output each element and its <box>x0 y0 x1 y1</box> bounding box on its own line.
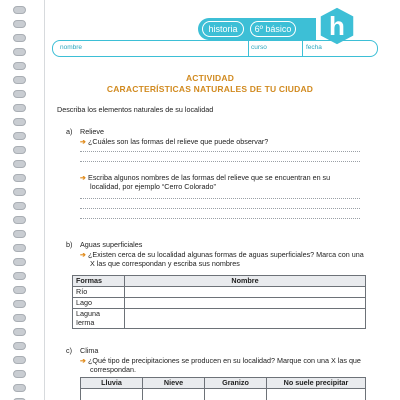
binding-margin-line <box>44 0 45 400</box>
table-cell: Río <box>73 287 125 298</box>
mark-cell[interactable] <box>205 389 267 400</box>
section-b-label: b) <box>66 240 73 249</box>
mark-cell[interactable] <box>143 389 205 400</box>
binding-ring-icon <box>13 34 26 42</box>
binding-ring-icon <box>13 258 26 266</box>
section-b-question-cont: X las que correspondan y escriba sus nombres <box>90 259 240 268</box>
binding-ring-icon <box>13 118 26 126</box>
binding-ring-icon <box>13 202 26 210</box>
answer-line[interactable] <box>80 218 360 219</box>
info-separator <box>248 41 249 56</box>
section-a-heading: Relieve <box>80 127 104 136</box>
activity-subtitle: CARACTERÍSTICAS NATURALES DE TU CIUDAD <box>106 84 314 94</box>
binding-ring-icon <box>13 370 26 378</box>
section-a-q2-cont: localidad, por ejemplo “Cerro Colorado” <box>90 182 216 191</box>
binding-ring-icon <box>13 174 26 182</box>
grade-pill: 6º básico <box>250 21 296 37</box>
binding-ring-icon <box>13 48 26 56</box>
answer-line[interactable] <box>80 151 360 152</box>
table-header: Nombre <box>125 276 366 287</box>
binding-ring-icon <box>13 272 26 280</box>
binding-ring-icon <box>13 356 26 364</box>
mark-cell[interactable] <box>267 389 366 400</box>
instruction-text: Describa los elementos naturales de su localidad <box>57 105 214 114</box>
section-c-question: ➔ ¿Qué tipo de precipitaciones se producen en su localidad? Marque con una X las que <box>80 356 361 365</box>
arrow-icon: ➔ <box>80 356 87 365</box>
binding-ring-icon <box>13 188 26 196</box>
binding-ring-icon <box>13 314 26 322</box>
binding-ring-icon <box>13 342 26 350</box>
binding-ring-icon <box>13 62 26 70</box>
activity-title: ACTIVIDAD <box>185 73 235 83</box>
table-row <box>73 309 366 329</box>
binding-ring-icon <box>13 328 26 336</box>
name-input-cell[interactable] <box>125 309 366 329</box>
section-a-q1: ➔ ¿Cuáles son las formas del relieve que puede observar? <box>80 137 269 146</box>
section-b-question: ➔ ¿Existen cerca de su localidad algunas formas de aguas superficiales? Marca con una <box>80 250 364 259</box>
climate-table <box>80 377 366 400</box>
section-c-question-cont: correspondan. <box>90 365 136 374</box>
table-cell: Lago <box>73 298 125 309</box>
date-label: fecha <box>306 44 322 51</box>
table-row <box>81 389 366 400</box>
subject-pill: historia <box>202 21 244 37</box>
binding-ring-icon <box>13 300 26 308</box>
name-input-cell[interactable] <box>125 298 366 309</box>
info-separator <box>302 41 303 56</box>
section-c-label: c) <box>66 346 72 355</box>
notebook-binding <box>0 0 40 400</box>
arrow-icon: ➔ <box>80 137 87 146</box>
mark-cell[interactable] <box>81 389 143 400</box>
binding-ring-icon <box>13 160 26 168</box>
answer-line[interactable] <box>80 208 360 209</box>
table-row <box>73 298 366 309</box>
binding-ring-icon <box>13 104 26 112</box>
binding-ring-icon <box>13 146 26 154</box>
table-row <box>73 287 366 298</box>
name-label: nombre <box>60 44 83 51</box>
course-label: curso <box>251 44 267 51</box>
section-a-label: a) <box>66 127 73 136</box>
section-a-q2: ➔ Escriba algunos nombres de las formas del relieve que se encuentran en su <box>80 173 331 182</box>
table-header: Nieve <box>143 378 205 389</box>
binding-ring-icon <box>13 6 26 14</box>
table-header: Lluvia <box>81 378 143 389</box>
section-b-heading: Aguas superficiales <box>80 240 143 249</box>
waters-table <box>72 275 366 329</box>
table-header: Granizo <box>205 378 267 389</box>
answer-line[interactable] <box>80 198 360 199</box>
logo-letter: h <box>329 11 345 41</box>
binding-ring-icon <box>13 384 26 392</box>
student-info-row <box>52 40 378 57</box>
table-header: Formas <box>73 276 125 287</box>
name-input-cell[interactable] <box>125 287 366 298</box>
table-header: No suele precipitar <box>267 378 366 389</box>
arrow-icon: ➔ <box>80 250 87 259</box>
binding-ring-icon <box>13 244 26 252</box>
section-c-heading: Clima <box>80 346 99 355</box>
binding-ring-icon <box>13 20 26 28</box>
table-cell: Laguna Ierma <box>73 309 125 329</box>
arrow-icon: ➔ <box>80 173 87 182</box>
binding-ring-icon <box>13 286 26 294</box>
binding-ring-icon <box>13 230 26 238</box>
binding-ring-icon <box>13 216 26 224</box>
binding-ring-icon <box>13 132 26 140</box>
answer-line[interactable] <box>80 161 360 162</box>
